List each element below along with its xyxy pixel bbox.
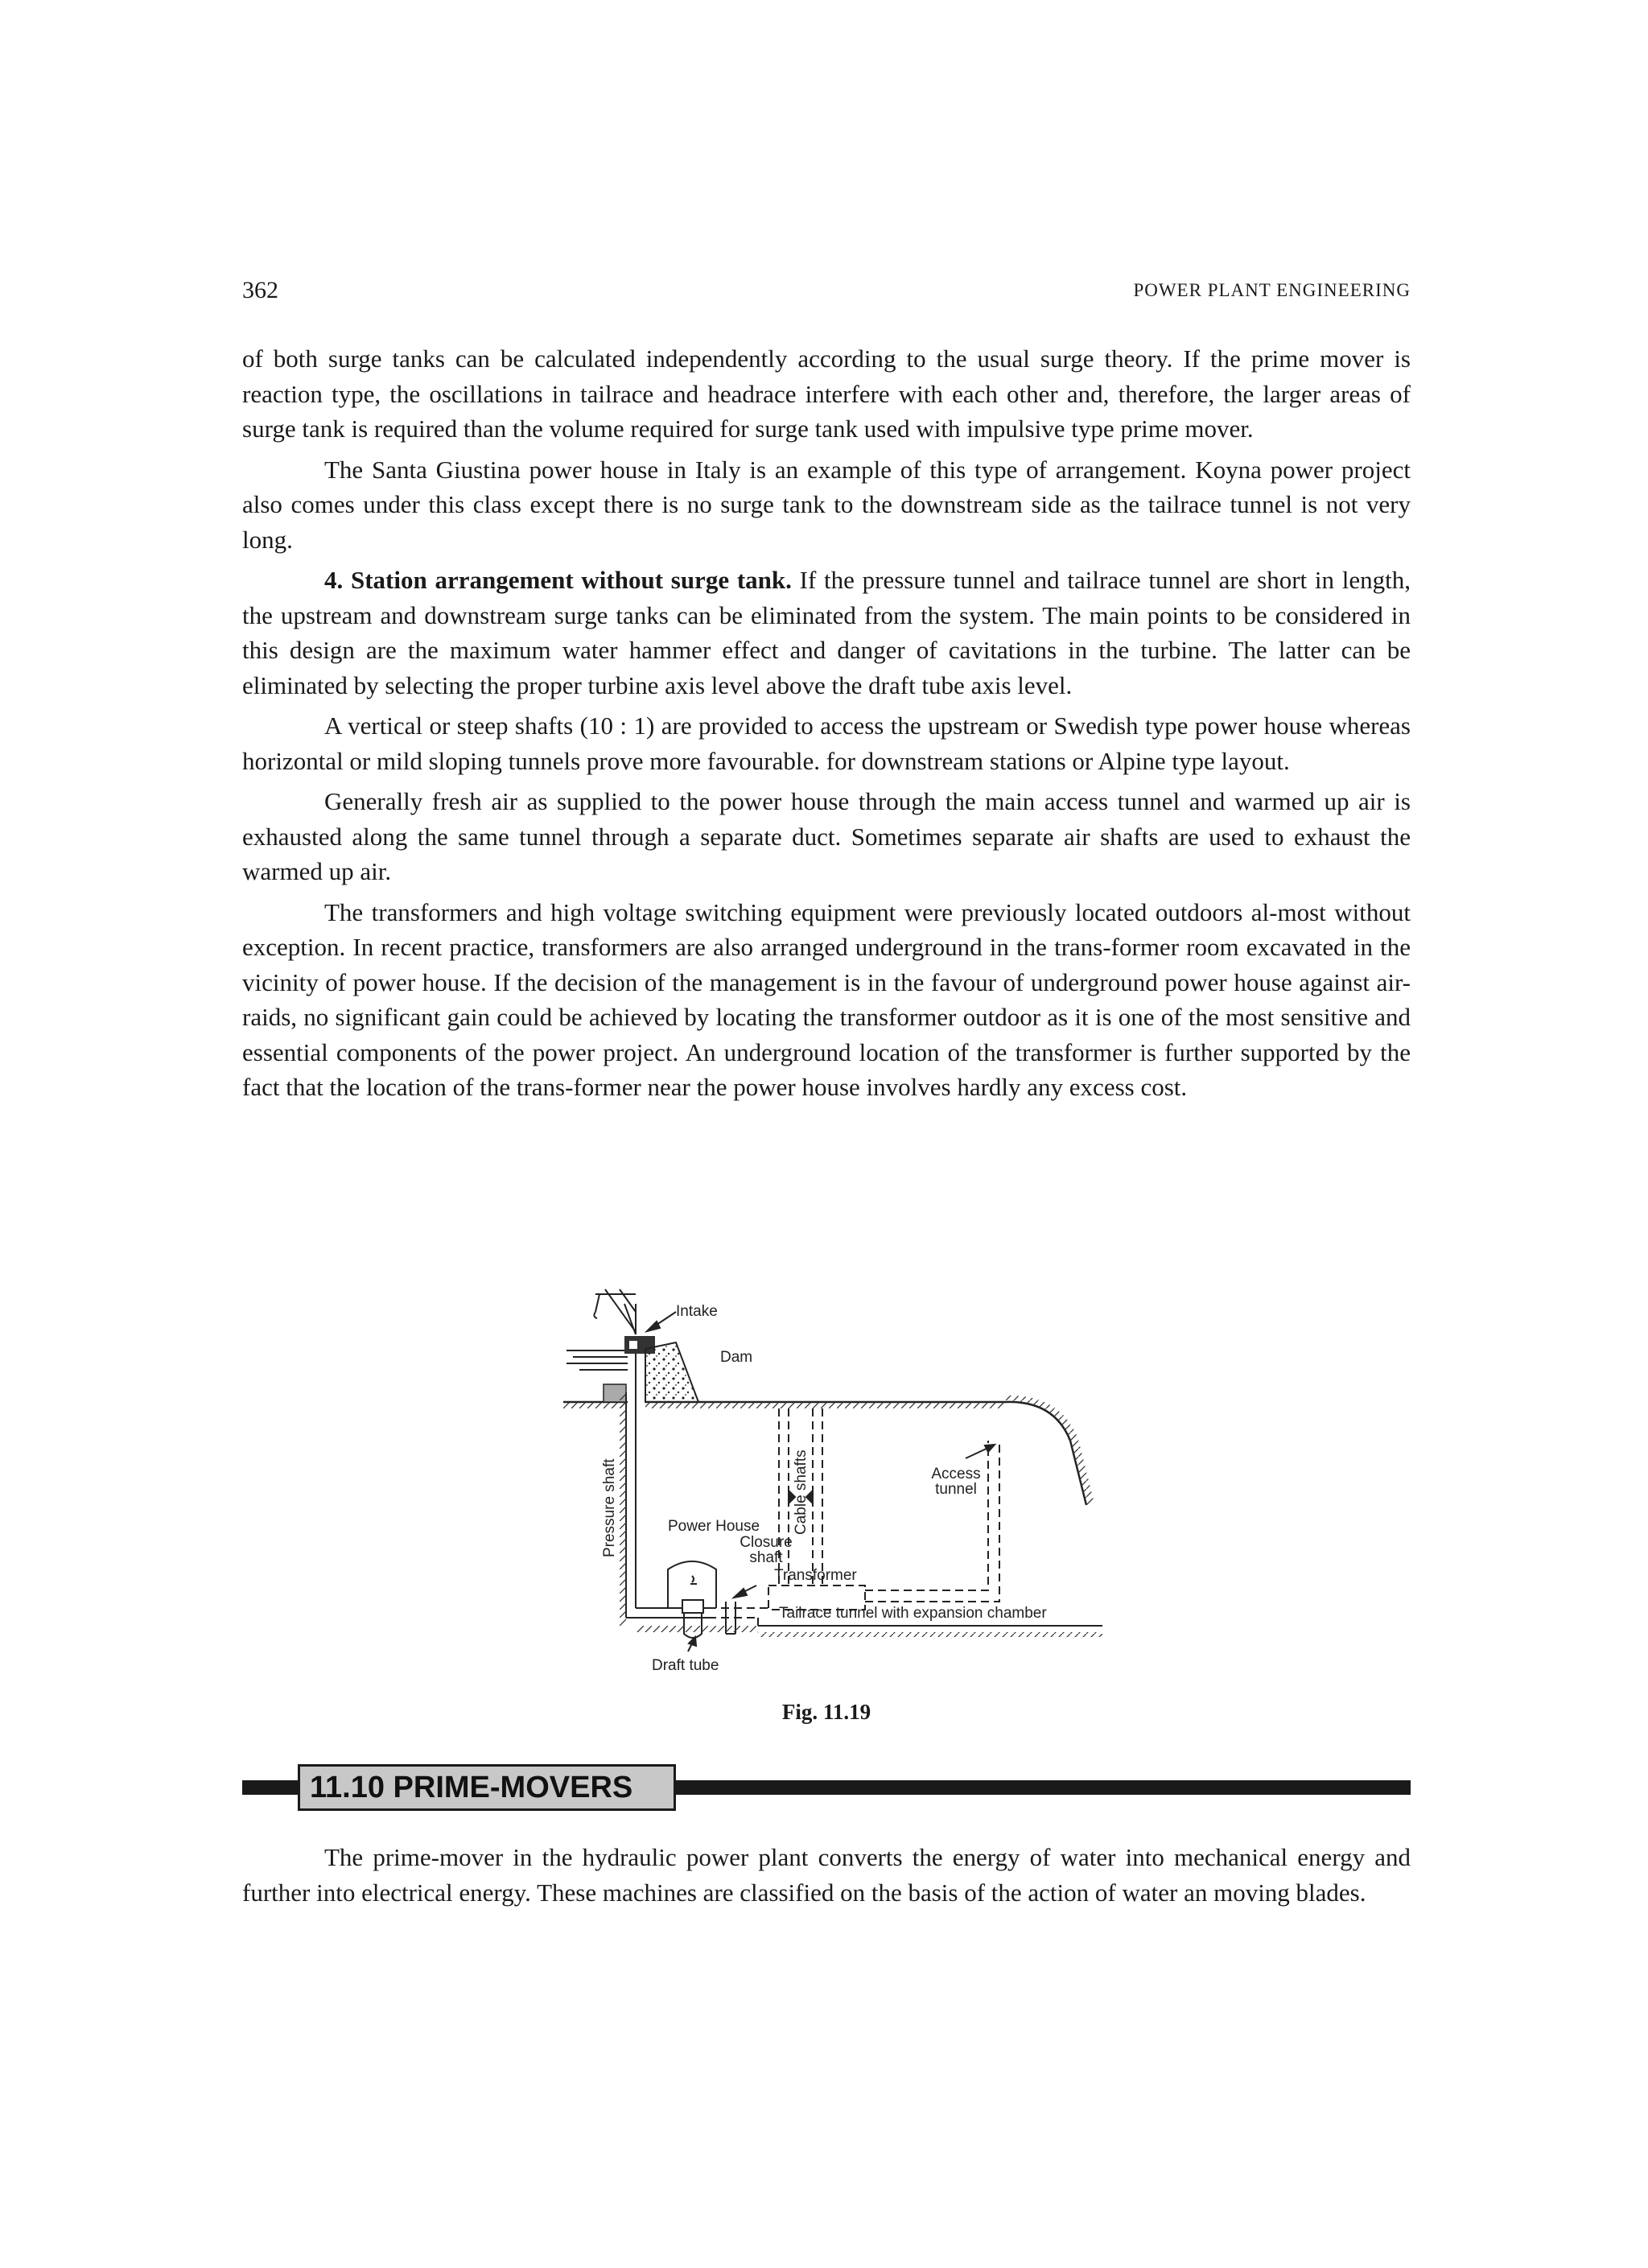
dam xyxy=(645,1342,698,1402)
label-closure-line-1: Closure xyxy=(740,1534,793,1551)
running-head: POWER PLANT ENGINEERING xyxy=(1133,280,1411,300)
figure-power-station-layout xyxy=(555,1280,1102,1682)
paragraph-lead: 4. Station arrangement without surge tank. xyxy=(324,566,792,594)
label-access-line-1: Access xyxy=(931,1466,981,1482)
label-closure-shaft xyxy=(734,1535,798,1565)
paragraph: The transformers and high voltage switching equipment were previously located outdoors al-most without exception. In recent practice, transformers are also arranged underground in the trans-former room excavated in the vicinity of power house. If the decision of the management is in the favour of underground power house against air-raids, no significant gain could be achieved by locating the transformer outdoor as it is one of the most sensitive and essential components of the power project. An underground location of the transformer is further supported by the fact that the location of the trans-former near the power house involves hardly any excess cost. xyxy=(242,897,1411,1101)
paragraph: Generally fresh air as supplied to the power house through the main access tunnel and warmed up air is exhausted along the same tunnel through a separate duct. Sometimes separate air shafts are used to exhaust the warmed up air. xyxy=(242,787,1411,885)
label-draft-tube: Draft tube xyxy=(652,1657,719,1674)
label-dam: Dam xyxy=(720,1349,753,1366)
body-text xyxy=(242,341,1411,1111)
ground-surface xyxy=(563,1396,1094,1505)
access-tunnel xyxy=(865,1441,999,1602)
page-header xyxy=(242,277,1411,309)
label-tailrace-tunnel: Tailrace tunnel with expansion chamber xyxy=(779,1605,1047,1622)
label-closure-line-2: shaft xyxy=(749,1549,783,1566)
label-pressure-shaft: Pressure shaft xyxy=(601,1458,618,1557)
label-access-tunnel xyxy=(924,1466,988,1497)
label-cable-shafts: Cable shafts xyxy=(793,1449,810,1535)
label-power-house: Power House xyxy=(668,1518,760,1535)
crane xyxy=(594,1289,636,1334)
label-access-line-2: tunnel xyxy=(935,1481,977,1498)
paragraph: of both surge tanks can be calculated independently according to the usual surge theory. If the prime mover is reaction type, the oscillations in tailrace and headrace interfere with each other and, therefore, the larger areas of surge tank is required than the volume required for surge tank used with impulsive type prime mover. xyxy=(242,344,1411,443)
paragraph: The Santa Giustina power house in Italy is an example of this type of arrangement. Koyna power project also comes under this class except there is no surge tank to the downstream side as the tailrace tunnel is not very long. xyxy=(242,455,1411,554)
label-intake: Intake xyxy=(676,1303,718,1320)
section-body xyxy=(242,1840,1411,1910)
figure-caption: Fig. 11.19 xyxy=(781,1700,871,1724)
label-transformer: Transformer xyxy=(774,1567,857,1584)
paragraph: The prime-mover in the hydraulic power plant converts the energy of water into mechanical energy and further into electrical energy. These machines are classified on the basis of the action of water an moving blades. xyxy=(242,1843,1411,1907)
figure-drawing xyxy=(555,1280,1102,1682)
section-heading: 11.10 PRIME-MOVERS xyxy=(298,1764,676,1811)
reservoir-water xyxy=(566,1350,628,1370)
paragraph xyxy=(242,563,1411,703)
paragraph: A vertical or steep shafts (10 : 1) are provided to access the upstream or Swedish type power house whereas horizontal or mild sloping tunnels prove more favourable. for downstream stations or Alpine type layout. xyxy=(242,711,1411,775)
paragraph-text: If the pressure tunnel and tailrace tunnel are short in length, the upstream and downstream surge tanks can be eliminated from the system. The main points to be considered in this design are the maximum water hammer effect and danger of cavitations in the turbine. The latter can be eliminated by selecting the proper turbine axis level above the draft tube axis level. xyxy=(242,566,1411,699)
page-number: 362 xyxy=(242,277,278,303)
